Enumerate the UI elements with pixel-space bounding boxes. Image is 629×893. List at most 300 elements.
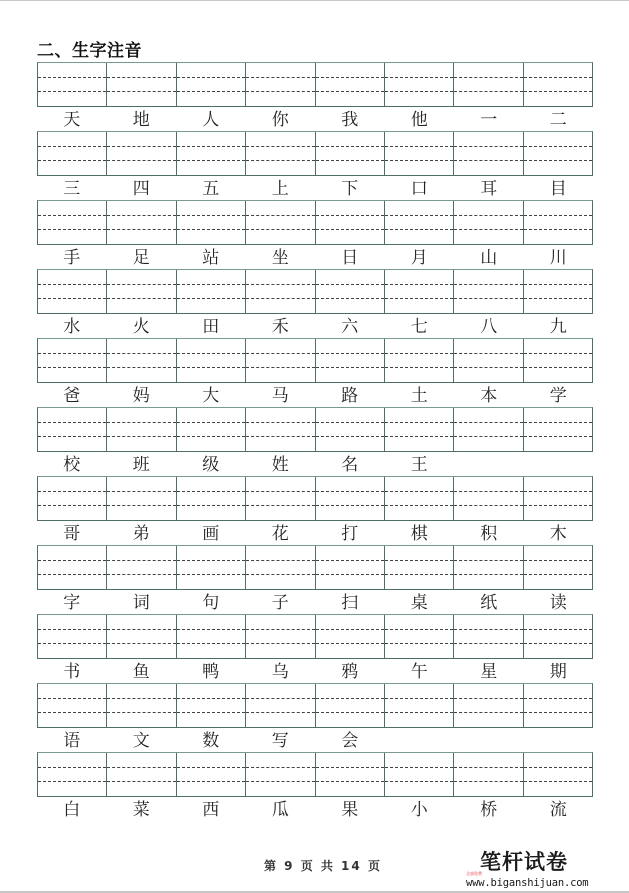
guide-line	[177, 491, 245, 492]
guide-line	[246, 643, 314, 644]
pinyin-writing-cell[interactable]	[315, 270, 384, 313]
pinyin-writing-cell[interactable]	[176, 684, 245, 727]
guide-line	[38, 767, 106, 768]
guide-line	[246, 77, 314, 78]
pinyin-writing-cell[interactable]	[315, 63, 384, 106]
guide-line	[524, 422, 592, 423]
guide-line	[246, 436, 314, 437]
hanzi-character: 我	[341, 110, 359, 130]
guide-line	[454, 574, 522, 575]
hanzi-character: 田	[202, 317, 220, 337]
hanzi-character: 你	[271, 110, 289, 130]
guide-line	[316, 353, 384, 354]
worksheet-row	[37, 338, 593, 407]
worksheet-row	[37, 545, 593, 614]
pinyin-writing-cell[interactable]	[106, 684, 175, 727]
guide-line	[38, 367, 106, 368]
guide-line	[316, 505, 384, 506]
guide-line	[246, 698, 314, 699]
guide-line	[454, 229, 522, 230]
pinyin-writing-cell[interactable]	[315, 753, 384, 796]
guide-line	[524, 767, 592, 768]
guide-line	[316, 422, 384, 423]
worksheet-row	[37, 752, 593, 821]
hanzi-character: 扫	[341, 593, 359, 613]
guide-line	[454, 146, 522, 147]
hanzi-character: 一	[480, 110, 498, 130]
guide-line	[107, 146, 175, 147]
guide-line	[177, 160, 245, 161]
guide-line	[38, 229, 106, 230]
pinyin-writing-cell[interactable]	[315, 132, 384, 175]
hanzi-character: 禾	[271, 317, 289, 337]
character-row	[37, 383, 593, 407]
guide-line	[316, 643, 384, 644]
guide-line	[454, 560, 522, 561]
guide-line	[177, 284, 245, 285]
pinyin-writing-cell[interactable]	[38, 339, 106, 382]
guide-line	[246, 284, 314, 285]
guide-line	[385, 91, 453, 92]
pinyin-writing-cell[interactable]	[245, 270, 314, 313]
guide-line	[524, 643, 592, 644]
pinyin-writing-cell[interactable]	[384, 201, 453, 244]
guide-line	[107, 698, 175, 699]
guide-line	[38, 422, 106, 423]
hanzi-character: 他	[410, 110, 428, 130]
pinyin-writing-cell[interactable]	[38, 546, 106, 589]
guide-line	[38, 160, 106, 161]
hanzi-character: 足	[132, 248, 150, 268]
hanzi-character: 鸭	[202, 662, 220, 682]
guide-line	[177, 436, 245, 437]
pinyin-writing-cell[interactable]	[384, 477, 453, 520]
guide-line	[385, 767, 453, 768]
pinyin-writing-cell[interactable]	[38, 63, 106, 106]
guide-line	[524, 229, 592, 230]
guide-line	[385, 353, 453, 354]
guide-line	[107, 77, 175, 78]
pinyin-writing-grid	[37, 338, 593, 383]
hanzi-character: 语	[63, 731, 81, 751]
hanzi-character: 数	[202, 731, 220, 751]
guide-line	[38, 77, 106, 78]
hanzi-character: 瓜	[271, 800, 289, 820]
pinyin-writing-cell[interactable]	[315, 615, 384, 658]
pinyin-writing-cell[interactable]	[38, 408, 106, 451]
hanzi-character: 哥	[63, 524, 81, 544]
worksheet-row	[37, 62, 593, 131]
pinyin-writing-cell[interactable]	[523, 63, 592, 106]
pinyin-writing-cell[interactable]	[453, 546, 522, 589]
guide-line	[177, 367, 245, 368]
hanzi-character: 五	[202, 179, 220, 199]
pinyin-writing-cell[interactable]	[176, 270, 245, 313]
guide-line	[107, 491, 175, 492]
hanzi-character: 火	[132, 317, 150, 337]
guide-line	[316, 712, 384, 713]
pinyin-writing-cell[interactable]	[245, 132, 314, 175]
hanzi-character: 学	[549, 386, 567, 406]
guide-line	[107, 298, 175, 299]
guide-line	[385, 284, 453, 285]
hanzi-character: 文	[132, 731, 150, 751]
character-row	[37, 452, 593, 476]
guide-line	[107, 505, 175, 506]
pinyin-writing-cell[interactable]	[106, 339, 175, 382]
pinyin-writing-cell[interactable]	[384, 270, 453, 313]
guide-line	[107, 353, 175, 354]
guide-line	[385, 367, 453, 368]
guide-line	[246, 712, 314, 713]
guide-line	[38, 698, 106, 699]
guide-line	[385, 215, 453, 216]
guide-line	[107, 574, 175, 575]
pinyin-writing-cell[interactable]	[106, 615, 175, 658]
guide-line	[454, 767, 522, 768]
guide-line	[38, 574, 106, 575]
guide-line	[385, 160, 453, 161]
pinyin-writing-cell[interactable]	[106, 270, 175, 313]
guide-line	[524, 574, 592, 575]
pinyin-writing-cell[interactable]	[453, 477, 522, 520]
guide-line	[107, 229, 175, 230]
guide-line	[316, 215, 384, 216]
character-row	[37, 176, 593, 200]
pinyin-worksheet	[37, 62, 593, 821]
pinyin-writing-cell[interactable]	[245, 201, 314, 244]
pinyin-writing-cell[interactable]	[315, 684, 384, 727]
pinyin-writing-cell[interactable]	[523, 201, 592, 244]
hanzi-character: 七	[410, 317, 428, 337]
pinyin-writing-cell[interactable]	[176, 546, 245, 589]
pinyin-writing-cell[interactable]	[176, 339, 245, 382]
guide-line	[454, 215, 522, 216]
pinyin-writing-grid	[37, 614, 593, 659]
pinyin-writing-cell[interactable]	[523, 477, 592, 520]
guide-line	[316, 91, 384, 92]
guide-line	[385, 77, 453, 78]
hanzi-character: 午	[410, 662, 428, 682]
guide-line	[316, 574, 384, 575]
pinyin-writing-cell[interactable]	[106, 63, 175, 106]
pinyin-writing-cell[interactable]	[315, 408, 384, 451]
pinyin-writing-cell[interactable]	[523, 339, 592, 382]
guide-line	[316, 77, 384, 78]
guide-line	[246, 215, 314, 216]
guide-line	[316, 229, 384, 230]
pinyin-writing-cell[interactable]	[245, 408, 314, 451]
guide-line	[454, 781, 522, 782]
guide-line	[177, 629, 245, 630]
guide-line	[38, 284, 106, 285]
guide-line	[246, 353, 314, 354]
hanzi-character: 上	[271, 179, 289, 199]
guide-line	[177, 91, 245, 92]
guide-line	[524, 712, 592, 713]
hanzi-character: 积	[480, 524, 498, 544]
pinyin-writing-cell[interactable]	[176, 201, 245, 244]
hanzi-character: 爸	[63, 386, 81, 406]
guide-line	[385, 698, 453, 699]
hanzi-character: 会	[341, 731, 359, 751]
hanzi-character: 乌	[271, 662, 289, 682]
guide-line	[524, 160, 592, 161]
pinyin-writing-cell[interactable]	[384, 546, 453, 589]
pinyin-writing-cell[interactable]	[176, 408, 245, 451]
pinyin-writing-cell[interactable]	[245, 546, 314, 589]
brand-url: www.biganshijuan.com	[466, 877, 589, 889]
hanzi-character: 木	[549, 524, 567, 544]
pinyin-writing-cell[interactable]	[245, 63, 314, 106]
guide-line	[246, 560, 314, 561]
hanzi-character: 期	[549, 662, 567, 682]
pinyin-writing-cell[interactable]	[176, 753, 245, 796]
pinyin-writing-grid	[37, 269, 593, 314]
hanzi-character: 纸	[480, 593, 498, 613]
pinyin-writing-cell[interactable]	[176, 615, 245, 658]
guide-line	[38, 436, 106, 437]
worksheet-row	[37, 683, 593, 752]
hanzi-character: 果	[341, 800, 359, 820]
guide-line	[316, 146, 384, 147]
guide-line	[316, 436, 384, 437]
hanzi-character: 西	[202, 800, 220, 820]
pinyin-writing-cell[interactable]	[523, 684, 592, 727]
pinyin-writing-cell[interactable]	[38, 753, 106, 796]
guide-line	[107, 422, 175, 423]
guide-line	[107, 436, 175, 437]
pinyin-writing-grid	[37, 200, 593, 245]
hanzi-character: 八	[480, 317, 498, 337]
pinyin-writing-grid	[37, 131, 593, 176]
guide-line	[177, 505, 245, 506]
guide-line	[177, 574, 245, 575]
hanzi-character: 人	[202, 110, 220, 130]
pinyin-writing-cell[interactable]	[106, 132, 175, 175]
guide-line	[38, 712, 106, 713]
pinyin-writing-cell[interactable]	[523, 270, 592, 313]
pinyin-writing-cell[interactable]	[106, 408, 175, 451]
hanzi-character: 六	[341, 317, 359, 337]
guide-line	[454, 284, 522, 285]
pinyin-writing-cell[interactable]	[315, 201, 384, 244]
guide-line	[524, 77, 592, 78]
pinyin-writing-cell[interactable]	[176, 132, 245, 175]
pinyin-writing-cell[interactable]	[315, 339, 384, 382]
brand-logo	[466, 852, 596, 892]
pinyin-writing-cell[interactable]	[384, 63, 453, 106]
guide-line	[316, 560, 384, 561]
pinyin-writing-cell[interactable]	[384, 753, 453, 796]
guide-line	[524, 353, 592, 354]
hanzi-character: 口	[410, 179, 428, 199]
guide-line	[524, 436, 592, 437]
guide-line	[316, 160, 384, 161]
pinyin-writing-cell[interactable]	[38, 684, 106, 727]
guide-line	[177, 229, 245, 230]
worksheet-row	[37, 200, 593, 269]
guide-line	[454, 698, 522, 699]
hanzi-character: 班	[132, 455, 150, 475]
guide-line	[246, 781, 314, 782]
pinyin-writing-cell[interactable]	[245, 684, 314, 727]
pinyin-writing-cell[interactable]	[384, 408, 453, 451]
character-row	[37, 107, 593, 131]
pinyin-writing-cell[interactable]	[315, 477, 384, 520]
guide-line	[316, 367, 384, 368]
pinyin-writing-cell[interactable]	[453, 753, 522, 796]
character-row	[37, 314, 593, 338]
hanzi-character: 字	[63, 593, 81, 613]
pinyin-writing-cell[interactable]	[176, 477, 245, 520]
hanzi-character: 词	[132, 593, 150, 613]
guide-line	[246, 629, 314, 630]
hanzi-character: 句	[202, 593, 220, 613]
guide-line	[316, 767, 384, 768]
hanzi-character: 小	[410, 800, 428, 820]
guide-line	[38, 505, 106, 506]
pinyin-writing-cell[interactable]	[315, 546, 384, 589]
pinyin-writing-cell[interactable]	[384, 339, 453, 382]
pinyin-writing-cell[interactable]	[106, 753, 175, 796]
hanzi-character: 日	[341, 248, 359, 268]
pinyin-writing-cell[interactable]	[453, 63, 522, 106]
guide-line	[385, 574, 453, 575]
character-row	[37, 245, 593, 269]
pinyin-writing-cell[interactable]	[453, 684, 522, 727]
guide-line	[107, 91, 175, 92]
pinyin-writing-cell[interactable]	[453, 408, 522, 451]
guide-line	[177, 698, 245, 699]
guide-line	[454, 629, 522, 630]
guide-line	[524, 781, 592, 782]
pinyin-writing-cell[interactable]	[38, 132, 106, 175]
brand-tag: 全部免费	[466, 871, 482, 876]
guide-line	[454, 77, 522, 78]
guide-line	[246, 767, 314, 768]
guide-line	[177, 215, 245, 216]
pinyin-writing-cell[interactable]	[523, 753, 592, 796]
pinyin-writing-cell[interactable]	[453, 201, 522, 244]
guide-line	[524, 367, 592, 368]
pinyin-writing-cell[interactable]	[453, 270, 522, 313]
hanzi-character: 子	[271, 593, 289, 613]
hanzi-character: 目	[549, 179, 567, 199]
pinyin-writing-cell[interactable]	[38, 201, 106, 244]
pinyin-writing-cell[interactable]	[38, 477, 106, 520]
pinyin-writing-cell[interactable]	[384, 132, 453, 175]
guide-line	[38, 643, 106, 644]
pinyin-writing-grid	[37, 476, 593, 521]
hanzi-character: 九	[549, 317, 567, 337]
guide-line	[454, 367, 522, 368]
guide-line	[38, 491, 106, 492]
pinyin-writing-cell[interactable]	[38, 270, 106, 313]
pinyin-writing-cell[interactable]	[245, 615, 314, 658]
pinyin-writing-cell[interactable]	[38, 615, 106, 658]
hanzi-character: 校	[63, 455, 81, 475]
hanzi-character: 土	[410, 386, 428, 406]
pinyin-writing-cell[interactable]	[523, 546, 592, 589]
pinyin-writing-cell[interactable]	[245, 477, 314, 520]
hanzi-character: 山	[480, 248, 498, 268]
hanzi-character: 下	[341, 179, 359, 199]
hanzi-character	[454, 463, 524, 465]
hanzi-character	[524, 463, 594, 465]
worksheet-row	[37, 614, 593, 683]
guide-line	[246, 574, 314, 575]
guide-line	[246, 229, 314, 230]
pinyin-writing-cell[interactable]	[523, 132, 592, 175]
pinyin-writing-cell[interactable]	[523, 615, 592, 658]
guide-line	[454, 643, 522, 644]
hanzi-character: 菜	[132, 800, 150, 820]
hanzi-character: 大	[202, 386, 220, 406]
guide-line	[177, 781, 245, 782]
guide-line	[524, 698, 592, 699]
guide-line	[385, 712, 453, 713]
pinyin-writing-cell[interactable]	[106, 477, 175, 520]
pinyin-writing-cell[interactable]	[453, 339, 522, 382]
guide-line	[454, 353, 522, 354]
guide-line	[38, 353, 106, 354]
guide-line	[524, 284, 592, 285]
hanzi-character: 地	[132, 110, 150, 130]
pinyin-writing-cell[interactable]	[245, 753, 314, 796]
guide-line	[246, 422, 314, 423]
pinyin-writing-cell[interactable]	[453, 132, 522, 175]
guide-line	[524, 629, 592, 630]
guide-line	[177, 422, 245, 423]
pinyin-writing-cell[interactable]	[384, 615, 453, 658]
hanzi-character: 级	[202, 455, 220, 475]
pinyin-writing-cell[interactable]	[384, 684, 453, 727]
hanzi-character: 坐	[271, 248, 289, 268]
guide-line	[454, 91, 522, 92]
guide-line	[107, 629, 175, 630]
pinyin-writing-cell[interactable]	[106, 546, 175, 589]
character-row	[37, 521, 593, 545]
guide-line	[385, 298, 453, 299]
pinyin-writing-cell[interactable]	[523, 408, 592, 451]
hanzi-character: 流	[549, 800, 567, 820]
hanzi-character: 姓	[271, 455, 289, 475]
hanzi-character: 川	[549, 248, 567, 268]
guide-line	[454, 491, 522, 492]
hanzi-character: 棋	[410, 524, 428, 544]
pinyin-writing-cell[interactable]	[453, 615, 522, 658]
guide-line	[246, 146, 314, 147]
guide-line	[385, 229, 453, 230]
hanzi-character: 桥	[480, 800, 498, 820]
hanzi-character: 书	[63, 662, 81, 682]
hanzi-character	[524, 739, 594, 741]
guide-line	[385, 560, 453, 561]
worksheet-row	[37, 269, 593, 338]
pinyin-writing-cell[interactable]	[245, 339, 314, 382]
guide-line	[107, 367, 175, 368]
guide-line	[38, 560, 106, 561]
pinyin-writing-grid	[37, 62, 593, 107]
guide-line	[246, 298, 314, 299]
pinyin-writing-cell[interactable]	[106, 201, 175, 244]
hanzi-character: 写	[271, 731, 289, 751]
hanzi-character: 二	[549, 110, 567, 130]
guide-line	[385, 505, 453, 506]
pinyin-writing-cell[interactable]	[176, 63, 245, 106]
guide-line	[385, 422, 453, 423]
